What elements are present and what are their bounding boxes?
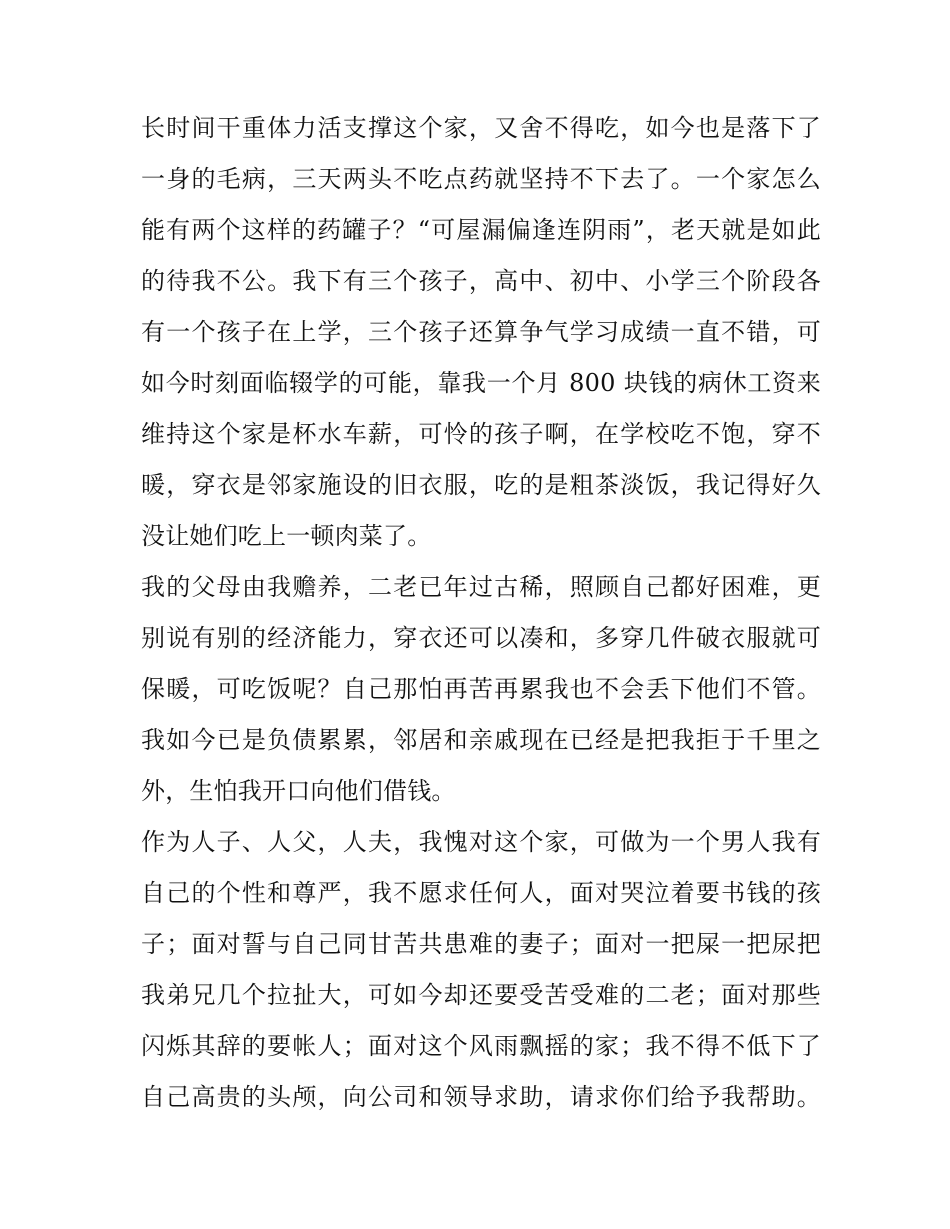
text-line: 我弟兄几个拉扯大，可如今却还要受苦受难的二老；面对那些 bbox=[141, 981, 821, 1009]
text-line: 维持这个家是杯水车薪，可怜的孩子啊，在学校吃不饱，穿不 bbox=[141, 420, 821, 448]
text-line: 没让她们吃上一顿肉菜了。 bbox=[141, 522, 432, 550]
text-line: 外，生怕我开口向他们借钱。 bbox=[141, 777, 456, 805]
paragraph-debts bbox=[141, 715, 821, 817]
paragraph-family-hardship bbox=[141, 103, 821, 562]
text-line: 自己高贵的头颅，向公司和领导求助，请求你们给予我帮助。 bbox=[141, 1083, 821, 1111]
text-line: 有一个孩子在上学，三个孩子还算争气学习成绩一直不错，可 bbox=[141, 318, 821, 346]
text-line: 如今时刻面临辍学的可能，靠我一个月 800 块钱的病休工资来 bbox=[141, 369, 821, 397]
text-line: 长时间干重体力活支撑这个家，又舍不得吃，如今也是落下了 bbox=[141, 114, 821, 142]
text-line: 能有两个这样的药罐子？“可屋漏偏逢连阴雨”，老天就是如此 bbox=[141, 216, 821, 244]
paragraph-request-for-help bbox=[141, 817, 821, 1123]
text-line: 作为人子、人父，人夫，我愧对这个家，可做为一个男人我有 bbox=[141, 828, 821, 856]
text-line: 自己的个性和尊严，我不愿求任何人，面对哭泣着要书钱的孩 bbox=[141, 879, 821, 907]
text-line: 我的父母由我赡养，二老已年过古稀，照顾自己都好困难，更 bbox=[141, 573, 821, 601]
paragraph-parents-support bbox=[141, 562, 821, 715]
document-body bbox=[141, 103, 821, 1123]
text-line: 我如今已是负债累累，邻居和亲戚现在已经是把我拒于千里之 bbox=[141, 726, 821, 754]
text-line: 别说有别的经济能力，穿衣还可以凑和，多穿几件破衣服就可 bbox=[141, 624, 821, 652]
text-line: 保暖，可吃饭呢？自己那怕再苦再累我也不会丢下他们不管。 bbox=[141, 675, 821, 703]
text-line: 的待我不公。我下有三个孩子，高中、初中、小学三个阶段各 bbox=[141, 267, 821, 295]
text-line: 一身的毛病，三天两头不吃点药就坚持不下去了。一个家怎么 bbox=[141, 165, 821, 193]
text-line: 闪烁其辞的要帐人；面对这个风雨飘摇的家；我不得不低下了 bbox=[141, 1032, 821, 1060]
text-line: 暖，穿衣是邻家施设的旧衣服，吃的是粗茶淡饭，我记得好久 bbox=[141, 471, 821, 499]
text-line: 子；面对誓与自己同甘苦共患难的妻子；面对一把屎一把尿把 bbox=[141, 930, 821, 958]
